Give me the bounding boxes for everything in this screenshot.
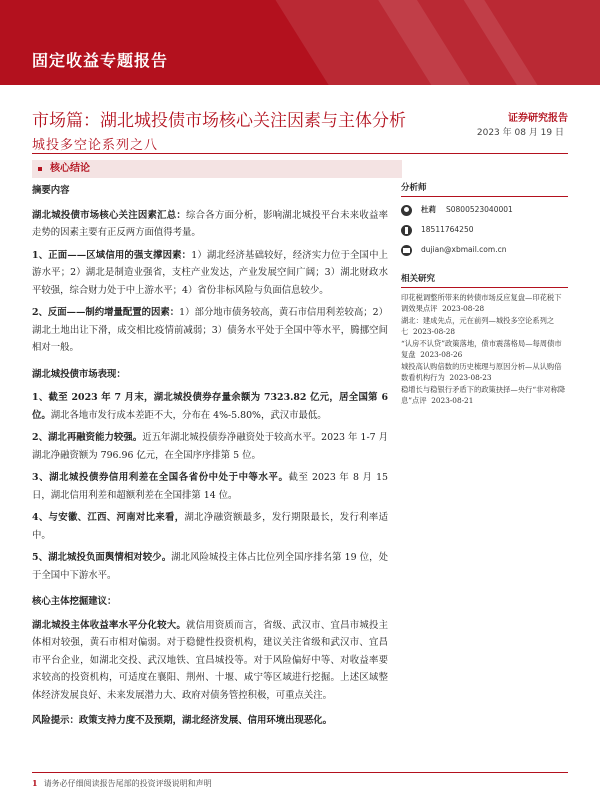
page-number: 1 — [32, 778, 38, 788]
market-text: 湖北风险城投主体占比位列全国序排名第 19 位，处于全国中下游水平。 — [32, 552, 388, 581]
related-item-title[interactable]: 稳增长与稳银行矛盾下的政策抉择—央行“非对称降息”点评 — [401, 385, 566, 405]
market-item — [32, 429, 388, 464]
market-heading: 湖北城投债市场表现： — [32, 368, 126, 380]
market-bold: 1、截至 2023 年 7 月末，湖北城投债券存量余额为 7323.82 亿元，居全国第 6 位。 — [32, 392, 388, 421]
analyst-heading: 分析师 — [401, 178, 568, 197]
market-bold: 5、湖北城投负面舆情相对较少。 — [32, 552, 172, 563]
summary-bold: 1、正面——区域信用的强支撑因素： — [32, 249, 192, 261]
related-item-title[interactable]: 湖北：建成先点，元在前列—城投多空论系列之七 — [401, 316, 555, 336]
market-text: 截至 2023 年 8 月 15 日，湖北信用利差和超额利差在全国排第 14 位。 — [32, 472, 389, 501]
market-text: 湖北净融资额最多，发行期限最长，发行利率适中。 — [32, 512, 388, 541]
related-item-date: 2023-08-26 — [420, 350, 463, 359]
risk-warning: 风险提示：政策支持力度不及预期，湖北经济发展、信用环境出现恶化。 — [32, 715, 333, 726]
report-type-label: 证券研究报告 — [508, 113, 568, 124]
summary-bold: 湖北城投债市场核心关注因素汇总： — [32, 209, 187, 221]
related-list — [401, 292, 568, 406]
footer-divider — [32, 772, 568, 773]
footer — [32, 778, 212, 789]
summary-text: 综合各方面分析，影响湖北城投平台未来收益率走势的因素主要有正反两方面值得考量。 — [32, 209, 388, 238]
market-item — [32, 389, 388, 424]
market-text: 湖北各地市发行成本差距不大，分布在 4%-5.80%，武汉市最低。 — [50, 409, 327, 421]
analyst-phone-row — [401, 223, 568, 237]
header-banner — [0, 0, 600, 85]
subjects-text: 就信用资质而言，省级、武汉市、宜昌市城投主体相对较强，黄石市相对偏弱。对于稳健性投资机构，建议关注省级和武汉市、宜昌市平台企业，如湖北交投、武汉地铁、宜昌城投等。对于风险偏好中等、对收益率要求较高的投资机构，可适度在襄阳、荆州、十堰、咸宁等区域进行挖掘。上述区域整体经济发展良好、未来发展潜力大、政府对债务管控积极，可重点关注。 — [32, 619, 388, 701]
related-item-title[interactable]: 城投高认购倍数的历史梳理与原因分析—从认购倍数看机构行为 — [401, 362, 562, 382]
market-text: 近五年湖北城投债券净融资处于较高水平。2023 年 1-7 月湖北净融资额为 796.96 亿元，在全国序序排第 5 位。 — [32, 432, 388, 461]
related-item-date: 2023-08-28 — [442, 304, 485, 313]
related-item-date: 2023-08-23 — [449, 373, 492, 382]
sidebar — [401, 178, 568, 407]
market-item — [32, 549, 388, 584]
related-item[interactable] — [401, 292, 568, 314]
market-bold: 2、湖北再融资能力较强。 — [32, 432, 143, 443]
disclaimer-text: 请务必仔细阅读报告尾部的投资评级说明和声明 — [43, 779, 212, 788]
analyst-name: 杜莉 — [421, 205, 436, 214]
core-conclusion-label: 核心结论 — [50, 163, 90, 174]
summary-paragraph — [32, 304, 388, 357]
related-item[interactable] — [401, 361, 568, 383]
market-bold: 3、湖北城投债券信用利差在全国各省份中处于中等水平。 — [32, 472, 289, 483]
related-item[interactable] — [401, 315, 568, 337]
summary-column — [32, 178, 388, 735]
risk-paragraph — [32, 712, 388, 730]
related-item-date: 2023-08-21 — [431, 396, 474, 405]
banner-title: 固定收益专题报告 — [32, 51, 169, 70]
summary-text: 1）部分地市债务较高，黄石市信用利差较高；2）湖北土地出让下滑，成交相比疫情前减弱；3）债务水平处于全国中等水平，腾挪空间相对一般。 — [32, 307, 388, 353]
subjects-bold: 湖北城投主体收益率水平分化较大。 — [32, 619, 187, 631]
person-icon — [401, 205, 412, 216]
related-item-date: 2023-08-28 — [412, 327, 456, 336]
analyst-name-row — [401, 203, 568, 217]
analyst-email[interactable]: dujian@xbmail.com.cn — [421, 245, 507, 254]
analyst-email-row — [401, 243, 568, 257]
summary-heading: 摘要内容 — [32, 185, 70, 196]
market-item — [32, 509, 388, 544]
report-date: 2023 年 08 月 19 日 — [476, 128, 564, 138]
market-bold: 4、与安徽、江西、河南对比来看， — [32, 512, 185, 523]
subjects-paragraph — [32, 617, 388, 705]
core-conclusion-bar — [32, 160, 402, 178]
related-item-title[interactable]: 印花税调整所带来的转债市场反应复盘—印花税下调效果点评 — [401, 293, 562, 313]
market-item — [32, 469, 388, 504]
page-title: 市场篇：湖北城投债市场核心关注因素与主体分析 — [32, 111, 406, 131]
related-item-title[interactable]: “认房不认贷”政策落地，债市震荡格局—每周债市复盘 — [401, 339, 562, 359]
related-item[interactable] — [401, 338, 568, 360]
subjects-heading: 核心主体挖掘建议： — [32, 596, 117, 607]
summary-paragraph — [32, 247, 388, 300]
bullet-icon — [38, 167, 42, 171]
email-icon — [401, 245, 412, 256]
analyst-phone: 18511764250 — [421, 225, 474, 234]
related-item[interactable] — [401, 384, 568, 406]
phone-icon — [401, 225, 412, 236]
summary-bold: 2、反面——制约增量配置的因素： — [32, 307, 180, 318]
related-heading: 相关研究 — [401, 269, 568, 288]
series-subtitle: 城投多空论系列之八 — [32, 138, 159, 153]
summary-paragraph — [32, 207, 388, 242]
summary-text: 1）湖北经济基础较好，经济实力位于全国中上游水平；2）湖北是制造业强省，支柱产业发达，产业发展空间广阔；3）湖北财政水平较强，综合财力处于中上游水平；4）省份非标风险与负面信息较少。 — [32, 249, 389, 296]
title-divider — [32, 153, 568, 154]
analyst-license: S0800523040001 — [446, 205, 513, 214]
